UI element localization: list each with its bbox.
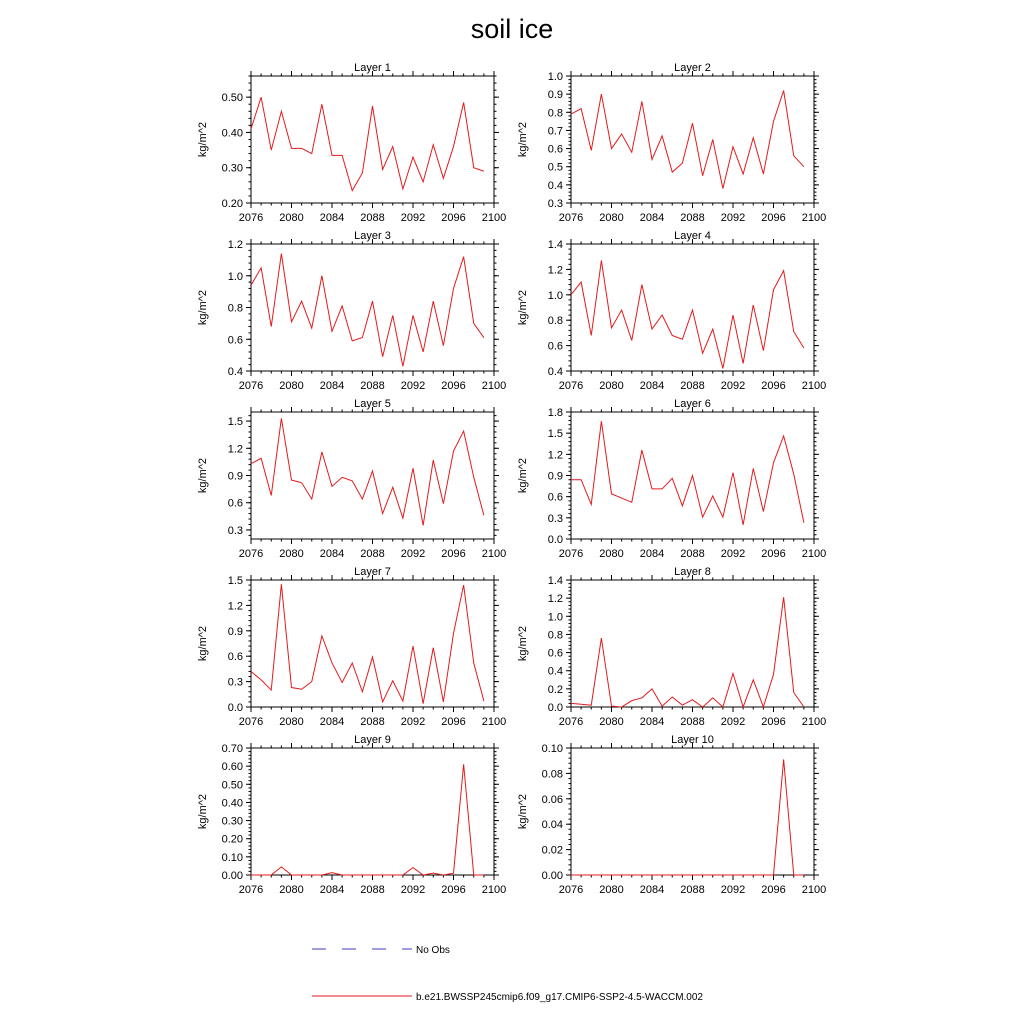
x-tick-label: 2092 (400, 716, 426, 728)
panel-title: Layer 10 (671, 734, 714, 746)
panel-title: Layer 7 (354, 566, 391, 578)
x-tick-label: 2092 (400, 212, 426, 224)
y-tick-label: 0.00 (541, 870, 563, 882)
y-tick-label: 0.6 (547, 340, 563, 353)
x-tick-label: 2080 (279, 212, 304, 224)
y-tick-label: 1.2 (547, 449, 563, 462)
y-tick-label: 0.3 (227, 524, 243, 537)
y-tick-label: 0.8 (547, 315, 563, 328)
y-tick-label: 0.40 (221, 797, 243, 810)
y-tick-label: 1.4 (547, 239, 563, 251)
series-line (251, 584, 484, 703)
x-tick-label: 2080 (599, 212, 624, 224)
legend (312, 945, 703, 1003)
x-tick-label: 2084 (319, 548, 345, 560)
y-tick-label: 0.8 (547, 107, 563, 120)
x-tick-label: 2080 (599, 716, 624, 728)
x-tick-label: 2092 (720, 380, 746, 392)
x-tick-label: 2076 (558, 716, 584, 728)
chart-panel-7 (197, 566, 506, 728)
y-tick-label: 0.4 (547, 665, 563, 678)
x-tick-label: 2076 (558, 380, 584, 392)
series-line (571, 91, 804, 189)
plot-frame (571, 76, 814, 203)
y-tick-label: 1.0 (547, 71, 563, 83)
x-tick-label: 2084 (639, 212, 665, 224)
y-tick-label: 0.6 (547, 647, 563, 660)
y-tick-label: 0.6 (547, 143, 563, 156)
y-tick-label: 0.4 (547, 179, 563, 192)
y-axis-label: kg/m^2 (197, 457, 209, 494)
plot-frame (251, 748, 494, 875)
y-tick-label: 1.2 (227, 443, 243, 456)
y-tick-label: 0.20 (221, 198, 243, 210)
x-tick-label: 2100 (801, 884, 827, 896)
chart-panel-6 (517, 398, 826, 560)
series-line (251, 97, 484, 190)
y-tick-label: 0.7 (547, 125, 563, 138)
y-tick-label: 0.6 (227, 651, 243, 664)
chart-panels (197, 62, 826, 896)
panel-title: Layer 8 (674, 566, 711, 578)
panel-title: Layer 3 (354, 230, 391, 242)
x-tick-label: 2076 (558, 884, 584, 896)
chart-panel-1 (197, 62, 506, 224)
x-tick-label: 2088 (680, 716, 705, 728)
x-tick-label: 2076 (238, 884, 264, 896)
x-tick-label: 2100 (481, 380, 507, 392)
x-tick-label: 2080 (279, 884, 304, 896)
x-tick-label: 2080 (599, 548, 624, 560)
x-tick-label: 2100 (481, 212, 507, 224)
legend-model-label: b.e21.BWSSP245cmip6.f09_g17.CMIP6-SSP2-4.5-WACCM.002 (416, 992, 703, 1003)
x-tick-label: 2088 (360, 716, 385, 728)
x-tick-label: 2088 (680, 548, 705, 560)
y-axis-label: kg/m^2 (197, 121, 209, 158)
x-tick-label: 2080 (279, 716, 304, 728)
y-tick-label: 0.00 (221, 870, 243, 882)
y-tick-label: 0.8 (227, 302, 243, 315)
series-line (251, 418, 484, 525)
y-tick-label: 0.40 (221, 127, 243, 140)
x-tick-label: 2084 (319, 212, 345, 224)
plot-frame (251, 412, 494, 539)
y-tick-label: 1.2 (227, 600, 243, 613)
panel-title: Layer 6 (674, 398, 711, 410)
panel-title: Layer 4 (674, 230, 711, 242)
y-tick-label: 0.0 (547, 702, 563, 714)
x-tick-label: 2088 (360, 380, 385, 392)
y-tick-label: 0.50 (221, 92, 243, 105)
y-tick-label: 0.60 (221, 761, 243, 774)
x-tick-label: 2100 (801, 212, 827, 224)
x-tick-label: 2096 (761, 548, 786, 560)
y-tick-label: 0.30 (221, 162, 243, 175)
y-tick-label: 0.4 (547, 366, 563, 378)
x-tick-label: 2100 (801, 548, 827, 560)
x-tick-label: 2096 (441, 884, 466, 896)
y-axis-label: kg/m^2 (517, 793, 529, 830)
y-tick-label: 1.5 (547, 428, 563, 441)
y-axis-label: kg/m^2 (197, 793, 209, 830)
y-tick-label: 0.10 (221, 851, 243, 864)
x-tick-label: 2080 (599, 380, 624, 392)
y-tick-label: 0.9 (547, 89, 563, 102)
x-tick-label: 2084 (319, 716, 345, 728)
y-tick-label: 0.2 (547, 683, 563, 696)
legend-obs-label: No Obs (416, 945, 450, 956)
x-tick-label: 2096 (761, 716, 786, 728)
y-tick-label: 1.5 (227, 575, 243, 587)
plot-frame (251, 244, 494, 371)
x-tick-label: 2084 (639, 548, 665, 560)
y-tick-label: 0.06 (541, 793, 563, 806)
series-line (251, 764, 484, 875)
x-tick-label: 2096 (441, 716, 466, 728)
y-tick-label: 0.4 (227, 366, 243, 378)
y-axis-label: kg/m^2 (517, 289, 529, 326)
plot-frame (571, 748, 814, 875)
y-tick-label: 0.9 (227, 625, 243, 638)
chart-panel-8 (517, 566, 826, 728)
y-tick-label: 0.8 (547, 629, 563, 642)
y-tick-label: 0.9 (547, 470, 563, 483)
x-tick-label: 2092 (400, 884, 426, 896)
y-axis-label: kg/m^2 (517, 625, 529, 662)
x-tick-label: 2096 (441, 380, 466, 392)
y-tick-label: 1.0 (547, 611, 563, 624)
chart-panel-10 (517, 734, 826, 896)
panel-title: Layer 2 (674, 62, 711, 74)
panel-title: Layer 9 (354, 734, 391, 746)
y-axis-label: kg/m^2 (197, 625, 209, 662)
y-tick-label: 0.08 (541, 768, 563, 781)
y-tick-label: 0.5 (547, 161, 563, 174)
x-tick-label: 2092 (720, 716, 746, 728)
x-tick-label: 2076 (238, 548, 264, 560)
x-tick-label: 2080 (279, 548, 304, 560)
y-tick-label: 1.2 (547, 593, 563, 606)
y-tick-label: 0.70 (221, 743, 243, 755)
x-tick-label: 2096 (761, 884, 786, 896)
y-tick-label: 0.0 (547, 534, 563, 546)
chart-panel-3 (197, 230, 506, 392)
y-tick-label: 0.6 (227, 334, 243, 347)
figure-title: soil ice (470, 14, 554, 44)
y-tick-label: 0.02 (541, 844, 563, 857)
chart-panel-5 (197, 398, 506, 560)
x-tick-label: 2076 (238, 716, 264, 728)
y-tick-label: 1.8 (547, 407, 563, 419)
x-tick-label: 2084 (639, 380, 665, 392)
y-axis-label: kg/m^2 (517, 121, 529, 158)
y-tick-label: 0.30 (221, 815, 243, 828)
y-tick-label: 1.2 (227, 239, 243, 251)
x-tick-label: 2088 (360, 884, 385, 896)
y-tick-label: 0.0 (227, 702, 243, 714)
y-tick-label: 0.6 (547, 491, 563, 504)
y-tick-label: 0.04 (541, 819, 563, 832)
y-tick-label: 0.3 (227, 676, 243, 689)
x-tick-label: 2096 (761, 380, 786, 392)
chart-panel-9 (197, 734, 506, 896)
x-tick-label: 2084 (639, 884, 665, 896)
x-tick-label: 2088 (360, 212, 385, 224)
x-tick-label: 2080 (279, 380, 304, 392)
y-tick-label: 0.50 (221, 779, 243, 792)
y-tick-label: 1.0 (227, 270, 243, 283)
y-tick-label: 1.0 (547, 289, 563, 302)
panel-title: Layer 5 (354, 398, 391, 410)
panel-title: Layer 1 (354, 62, 391, 74)
x-tick-label: 2100 (481, 716, 507, 728)
x-tick-label: 2076 (558, 548, 584, 560)
x-tick-label: 2092 (720, 212, 746, 224)
chart-panel-2 (517, 62, 826, 224)
y-axis-label: kg/m^2 (197, 289, 209, 326)
x-tick-label: 2100 (481, 548, 507, 560)
x-tick-label: 2076 (558, 212, 584, 224)
y-tick-label: 0.3 (547, 198, 563, 210)
plot-frame (251, 76, 494, 203)
x-tick-label: 2092 (400, 548, 426, 560)
x-tick-label: 2088 (680, 380, 705, 392)
x-tick-label: 2096 (441, 212, 466, 224)
series-line (571, 421, 804, 525)
x-tick-label: 2080 (599, 884, 624, 896)
y-tick-label: 1.5 (227, 416, 243, 429)
chart-panel-4 (517, 230, 826, 392)
x-tick-label: 2100 (801, 380, 827, 392)
series-line (251, 254, 484, 367)
x-tick-label: 2088 (360, 548, 385, 560)
x-tick-label: 2092 (720, 548, 746, 560)
x-tick-label: 2076 (238, 212, 264, 224)
series-line (571, 759, 804, 875)
x-tick-label: 2088 (680, 212, 705, 224)
plot-frame (571, 244, 814, 371)
x-tick-label: 2084 (639, 716, 665, 728)
x-tick-label: 2088 (680, 884, 705, 896)
y-tick-label: 0.20 (221, 833, 243, 846)
y-tick-label: 1.2 (547, 264, 563, 277)
x-tick-label: 2084 (319, 380, 345, 392)
x-tick-label: 2096 (761, 212, 786, 224)
x-tick-label: 2092 (400, 380, 426, 392)
y-tick-label: 0.3 (547, 512, 563, 525)
x-tick-label: 2076 (238, 380, 264, 392)
x-tick-label: 2100 (481, 884, 507, 896)
x-tick-label: 2096 (441, 548, 466, 560)
y-tick-label: 0.6 (227, 497, 243, 510)
series-line (571, 597, 804, 707)
series-line (571, 261, 804, 369)
x-tick-label: 2092 (720, 884, 746, 896)
x-tick-label: 2084 (319, 884, 345, 896)
y-tick-label: 0.9 (227, 470, 243, 483)
y-tick-label: 1.4 (547, 575, 563, 587)
x-tick-label: 2100 (801, 716, 827, 728)
y-axis-label: kg/m^2 (517, 457, 529, 494)
y-tick-label: 0.10 (541, 743, 563, 755)
